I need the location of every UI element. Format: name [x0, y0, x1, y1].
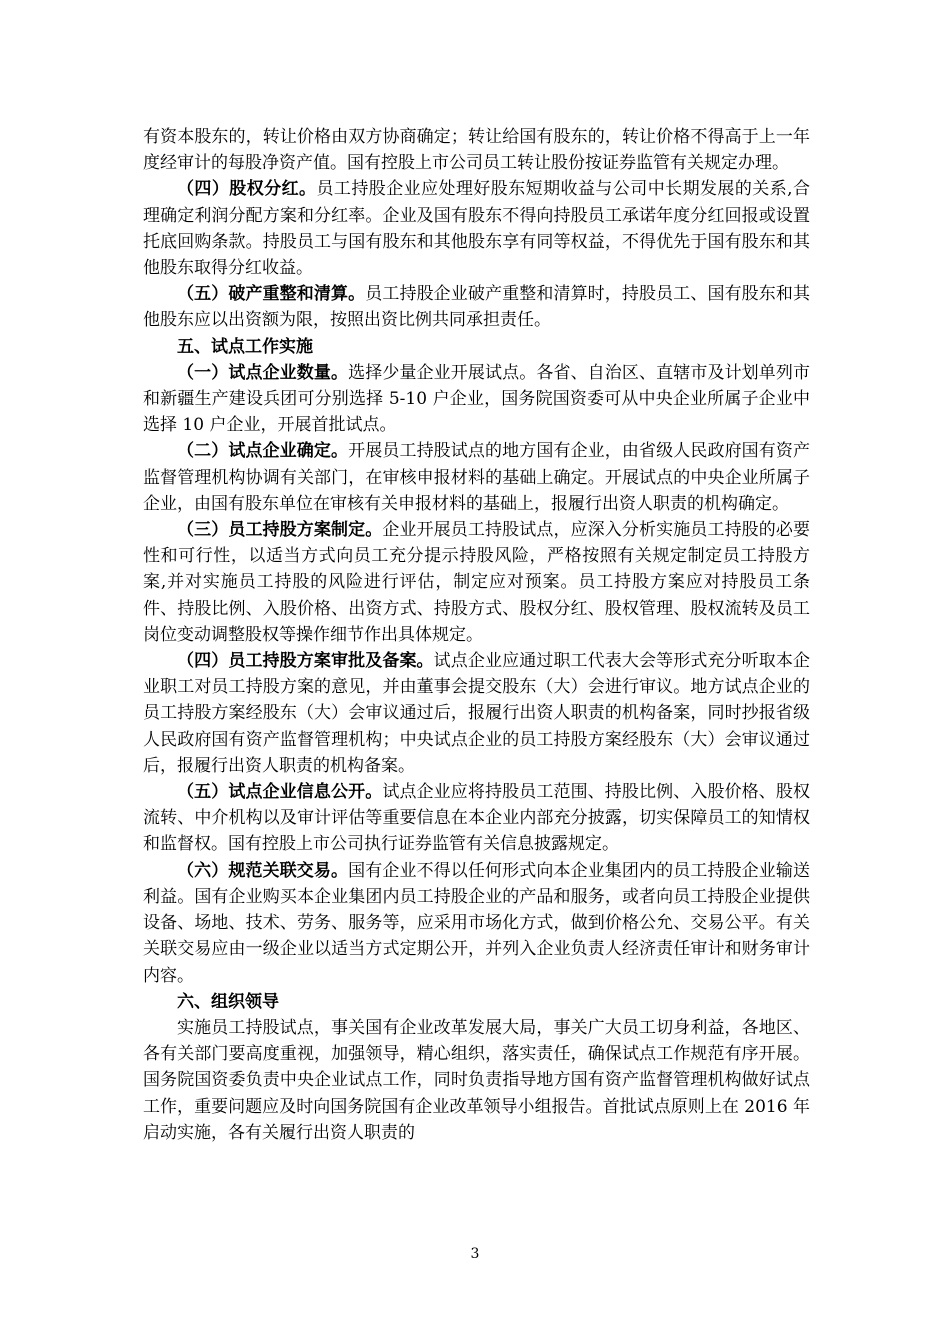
- paragraph-text: 试点企业应将持股员工范围、持股比例、入股价格、股权流转、中介机构以及审计评估等重要信息在本企业内部充分披露，切实保障员工的知情权和监督权。国有控股上市公司执行证券监管有关信息披露规定。: [143, 782, 811, 855]
- paragraph-continuation: [143, 124, 810, 176]
- paragraph-text: 企业开展员工持股试点，应深入分析实施员工持股的必要性和可行性，以适当方式向员工充分提示持股风险，严格按照有关规定制定员工持股方案,并对实施员工持股的风险进行评估，制定应对预案。员工持股方案应对持股员工条件、持股比例、入股价格、出资方式、持股方式、股权分红、股权管理、股权流转及员工岗位变动调整股权等操作细节作出具体规定。: [143, 520, 811, 645]
- paragraph-lead: （五）试点企业信息公开。: [177, 782, 383, 803]
- paragraph-information-disclosure: [143, 779, 810, 858]
- paragraph-lead: （六）规范关联交易。: [177, 860, 349, 881]
- paragraph-pilot-count: [143, 360, 810, 439]
- section-heading-pilot-implementation: 五、试点工作实施: [177, 336, 313, 357]
- paragraph-lead: （四）员工持股方案审批及备案。: [177, 651, 434, 672]
- document-body: [143, 124, 810, 1146]
- paragraph-pilot-selection: [143, 438, 810, 517]
- paragraph-organization-leadership: [143, 1015, 810, 1146]
- paragraph-plan-approval: [143, 648, 810, 779]
- paragraph-text: 国有企业不得以任何形式向本企业集团内的员工持股企业输送利益。国有企业购买本企业集团内员工持股企业的产品和服务，或者向员工持股企业提供设备、场地、技术、劳务、服务等，应采用市场化方式，做到价格公允、交易公平。有关关联交易应由一级企业以适当方式定期公开，并列入企业负责人经济责任审计和财务审计内容。: [143, 860, 811, 986]
- page-number: 3: [470, 1246, 480, 1262]
- paragraph-lead: （五）破产重整和清算。: [177, 284, 366, 305]
- paragraph-lead: （二）试点企业确定。: [177, 441, 349, 462]
- paragraph-text: 实施员工持股试点，事关国有企业改革发展大局，事关广大员工切身利益，各地区、各有关部门要高度重视，加强领导，精心组织，落实责任，确保试点工作规范有序开展。国务院国资委负责中央企业试点工作，同时负责指导地方国有资产监督管理机构做好试点工作，重要问题应及时向国务院国有企业改革领导小组报告。首批试点原则上在 2016 年启动实施，各有关履行出资人职责的: [143, 1017, 810, 1143]
- paragraph-text: 员工持股企业破产重整和清算时，持股员工、国有股东和其他股东应以出资额为限，按照出资比例共同承担责任。: [143, 284, 811, 331]
- paragraph-text: 试点企业应通过职工代表大会等形式充分听取本企业职工对员工持股方案的意见，并由董事会提交股东（大）会进行审议。地方试点企业的员工持股方案经股东（大）会审议通过后，报履行出资人职责的机构备案，同时抄报省级人民政府国有资产监督管理机构；中央试点企业的员工持股方案经股东（大）会审议通过后，报履行出资人职责的机构备案。: [143, 651, 811, 776]
- paragraph-plan-formulation: [143, 517, 810, 648]
- paragraph-text: 员工持股企业应处理好股东短期收益与公司中长期发展的关系,合理确定利润分配方案和分红率。企业及国有股东不得向持股员工承诺年度分红回报或设置托底回购条款。持股员工与国有股东和其他股东享有同等权益，不得优先于国有股东和其他股东取得分红收益。: [143, 179, 810, 279]
- paragraph-equity-dividend: [143, 176, 810, 281]
- paragraph-lead: （四）股权分红。: [177, 179, 317, 200]
- paragraph-text: 开展员工持股试点的地方国有企业，由省级人民政府国有资产监督管理机构协调有关部门，在审核申报材料的基础上确定。开展试点的中央企业所属子企业，由国有股东单位在审核有关申报材料的基础上，报履行出资人职责的机构确定。: [143, 441, 811, 514]
- paragraph-text: 选择少量企业开展试点。各省、自治区、直辖市及计划单列市和新疆生产建设兵团可分别选择 5-10 户企业，国务院国资委可从中央企业所属子企业中选择 10 户企业，开展首批试点。: [143, 362, 811, 436]
- paragraph-lead: （三）员工持股方案制定。: [177, 520, 383, 541]
- paragraph-bankruptcy: [143, 281, 810, 333]
- paragraph-related-transactions: [143, 858, 810, 989]
- paragraph-text: 有资本股东的，转让价格由双方协商确定；转让给国有股东的，转让价格不得高于上一年度经审计的每股净资产值。国有控股上市公司员工转让股份按证券监管有关规定办理。: [143, 127, 810, 174]
- paragraph-lead: （一）试点企业数量。: [177, 362, 349, 383]
- section-heading-organization: 六、组织领导: [177, 991, 279, 1012]
